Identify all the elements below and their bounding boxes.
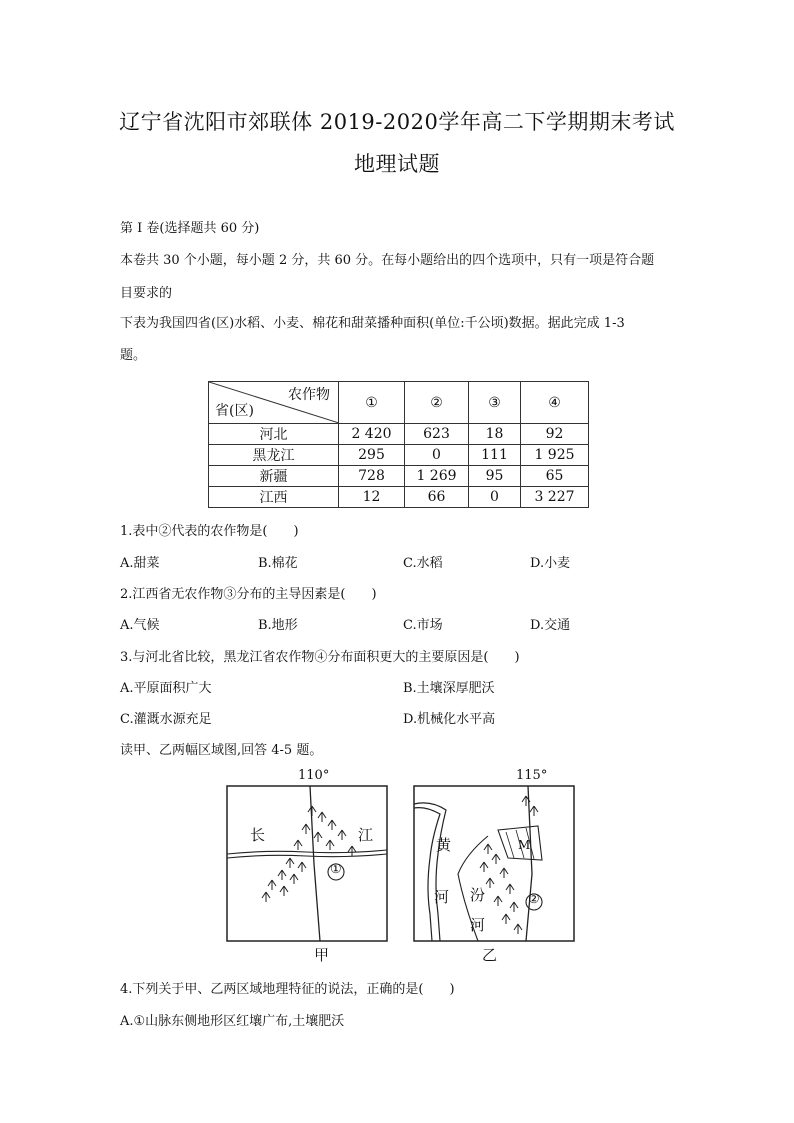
value-cell: 0 — [405, 445, 469, 466]
question-3-stem: 3.与河北省比较，黑龙江省农作物④分布面积更大的主要原因是( ) — [120, 650, 520, 665]
value-cell: 1 925 — [521, 445, 589, 466]
value-cell: 0 — [469, 487, 521, 508]
value-cell: 111 — [469, 445, 521, 466]
exam-subject: 地理试题 — [354, 152, 440, 176]
value-cell: 95 — [469, 466, 521, 487]
longitude-110-label: 110° — [298, 768, 330, 783]
region-maps-figure — [226, 768, 580, 964]
value-cell: 3 227 — [521, 487, 589, 508]
instructions-line-1: 本卷共 30 个小题，每小题 2 分，共 60 分。在每小题给出的四个选项中，只有一项是符合题 — [120, 253, 655, 268]
marker-1-label: ① — [330, 862, 342, 877]
q1-option-d[interactable]: D.小麦 — [530, 556, 571, 571]
table-intro-line-1: 下表为我国四省(区)水稻、小麦、棉花和甜菜播种面积(单位:千公顷)数据。据此完成 1-3 — [120, 316, 625, 331]
column-header: ① — [339, 382, 405, 424]
column-header: ③ — [469, 382, 521, 424]
value-cell: 295 — [339, 445, 405, 466]
section-heading: 第 I 卷(选择题共 60 分) — [120, 221, 260, 236]
value-cell: 65 — [521, 466, 589, 487]
map-jia-label-jiang: 江 — [358, 826, 374, 844]
column-header: ② — [405, 382, 469, 424]
value-cell: 2 420 — [339, 424, 405, 445]
table-row — [209, 466, 589, 487]
question-4-stem: 4.下列关于甲、乙两区域地理特征的说法，正确的是( ) — [120, 982, 455, 997]
value-cell: 1 269 — [405, 466, 469, 487]
q3-option-c[interactable]: C.灌溉水源充足 — [120, 712, 212, 727]
value-cell: 623 — [405, 424, 469, 445]
table-row — [209, 487, 589, 508]
table-corner-cell — [209, 382, 339, 424]
map-intro: 读甲、乙两幅区域图,回答 4-5 题。 — [120, 743, 323, 758]
map-jia-frame — [227, 786, 387, 941]
value-cell: 66 — [405, 487, 469, 508]
region-maps-drawing — [226, 774, 580, 964]
longitude-115-label: 115° — [516, 768, 548, 783]
yangtze-river — [227, 850, 387, 858]
q2-option-a[interactable]: A.气候 — [120, 618, 160, 633]
question-1-stem: 1.表中②代表的农作物是( ) — [120, 524, 299, 539]
map-yi-label-he: 河 — [434, 888, 450, 906]
province-cell: 新疆 — [209, 466, 339, 487]
mountain-symbols-jia — [262, 806, 356, 902]
map-yi-label-fen: 汾 — [470, 886, 486, 904]
q3-option-b[interactable]: B.土壤深厚肥沃 — [403, 681, 495, 696]
map-jia-label-chang: 长 — [250, 826, 266, 844]
q3-option-a[interactable]: A.平原面积广大 — [120, 681, 212, 696]
table-intro-line-2: 题。 — [120, 348, 147, 363]
map-yi-label-huang: 黄 — [436, 836, 452, 854]
column-header: ④ — [521, 382, 589, 424]
value-cell: 728 — [339, 466, 405, 487]
question-2-stem: 2.江西省无农作物③分布的主导因素是( ) — [120, 587, 377, 602]
corner-province-label: 省(区) — [215, 403, 254, 419]
q1-option-b[interactable]: B.棉花 — [258, 556, 298, 571]
q4-option-a[interactable]: A.①山脉东侧地形区红壤广布,土壤肥沃 — [120, 1014, 345, 1029]
q2-option-b[interactable]: B.地形 — [258, 618, 298, 633]
corner-crop-label: 农作物 — [288, 387, 330, 403]
map-yi-label-he2: 河 — [470, 916, 486, 934]
q1-option-a[interactable]: A.甜菜 — [120, 556, 160, 571]
exam-title: 辽宁省沈阳市郊联体 2019-2020学年高二下学期期末考试 — [119, 110, 675, 134]
province-cell: 黑龙江 — [209, 445, 339, 466]
province-cell: 江西 — [209, 487, 339, 508]
crop-area-table — [208, 381, 588, 505]
meridian-115-line — [526, 786, 532, 941]
table-row — [209, 445, 589, 466]
map-jia-caption: 甲 — [314, 946, 330, 964]
marker-2-label: ② — [528, 892, 540, 907]
table-row — [209, 424, 589, 445]
point-m-label: M — [518, 838, 531, 852]
q3-option-d[interactable]: D.机械化水平高 — [403, 712, 496, 727]
province-cell: 河北 — [209, 424, 339, 445]
instructions-line-2: 目要求的 — [120, 286, 173, 301]
q2-option-c[interactable]: C.市场 — [403, 618, 443, 633]
value-cell: 92 — [521, 424, 589, 445]
map-yi-caption: 乙 — [482, 946, 498, 964]
value-cell: 18 — [469, 424, 521, 445]
value-cell: 12 — [339, 487, 405, 508]
q1-option-c[interactable]: C.水稻 — [403, 556, 443, 571]
q2-option-d[interactable]: D.交通 — [530, 618, 571, 633]
